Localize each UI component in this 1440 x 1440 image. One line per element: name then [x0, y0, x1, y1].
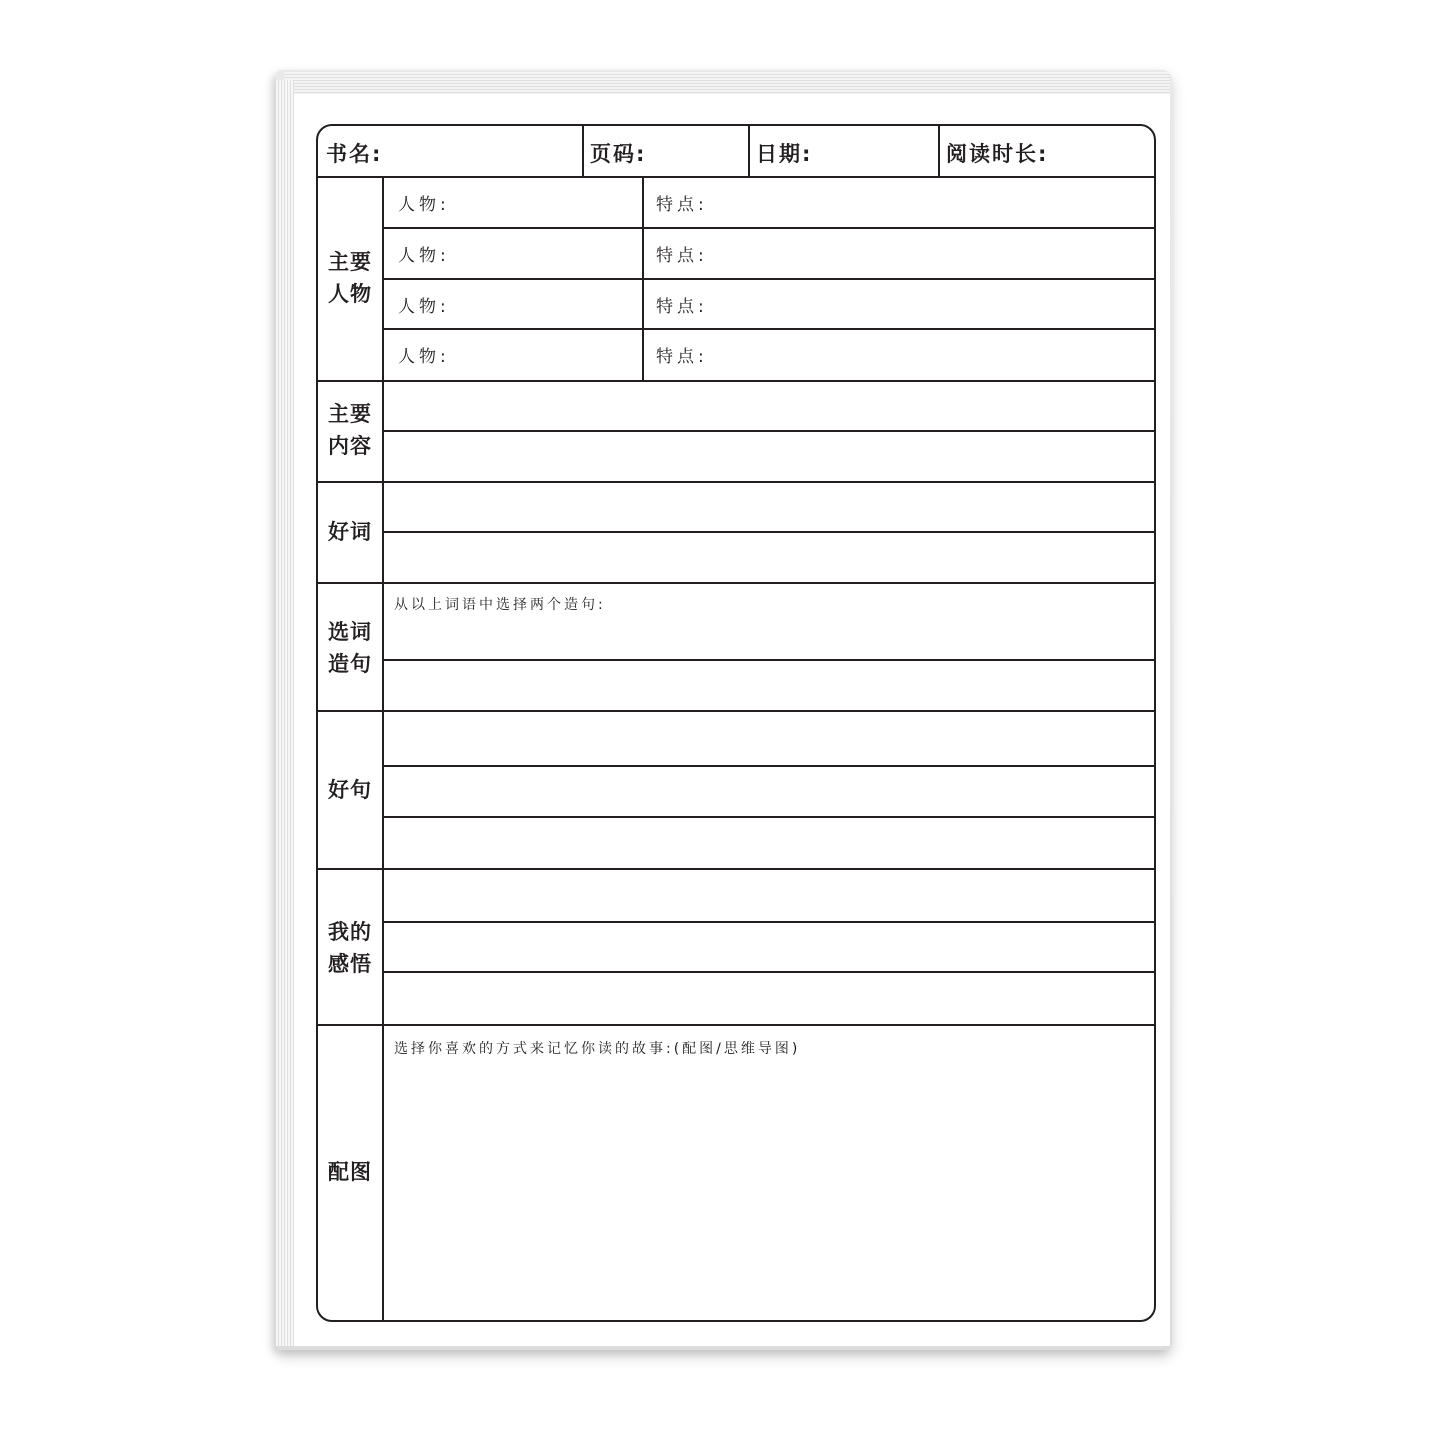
- notepad-left-edge: [276, 80, 294, 1346]
- person-label: 人物:: [398, 347, 450, 367]
- page-label: 页码:: [590, 142, 647, 166]
- section-good-words: 好词: [328, 520, 372, 544]
- date-label: 日期:: [756, 142, 813, 166]
- section-good-sentences: 好句: [328, 778, 372, 802]
- row-line: [382, 659, 1154, 661]
- section-line: [318, 380, 1154, 382]
- header-divider: [938, 126, 940, 176]
- section-line: [318, 1024, 1154, 1026]
- section-line: [318, 868, 1154, 870]
- make-sentences-hint: 从以上词语中选择两个造句:: [394, 597, 606, 613]
- row-line: [382, 816, 1154, 818]
- label-column-divider: [382, 176, 384, 1320]
- book-name-label: 书名:: [326, 142, 383, 166]
- row-line: [382, 971, 1154, 973]
- trait-label: 特点:: [656, 347, 708, 367]
- illustration-hint: 选择你喜欢的方式来记忆你读的故事:(配图/思维导图): [394, 1041, 801, 1057]
- reading-record-sheet: [316, 124, 1156, 1322]
- header-divider: [748, 126, 750, 176]
- section-illustration: 配图: [328, 1160, 372, 1184]
- row-line: [382, 430, 1154, 432]
- row-line: [382, 765, 1154, 767]
- row-line: [382, 531, 1154, 533]
- section-line: [318, 582, 1154, 584]
- section-main-content: 主要 内容: [328, 402, 372, 458]
- row-line: [382, 328, 1154, 330]
- notepad-top-edge: [284, 72, 1170, 94]
- person-label: 人物:: [398, 195, 450, 215]
- reading-time-label: 阅读时长:: [946, 142, 1049, 166]
- header-divider: [582, 126, 584, 176]
- person-label: 人物:: [398, 297, 450, 317]
- trait-label: 特点:: [656, 246, 708, 266]
- header-bottom-line: [318, 176, 1154, 178]
- section-my-reflection: 我的 感悟: [328, 920, 372, 976]
- person-label: 人物:: [398, 246, 450, 266]
- row-line: [382, 921, 1154, 923]
- section-make-sentences: 选词 造句: [328, 620, 372, 676]
- section-main-characters: 主要 人物: [328, 250, 372, 306]
- section-line: [318, 481, 1154, 483]
- row-line: [382, 227, 1154, 229]
- trait-label: 特点:: [656, 195, 708, 215]
- row-line: [382, 278, 1154, 280]
- section-line: [318, 710, 1154, 712]
- trait-label: 特点:: [656, 297, 708, 317]
